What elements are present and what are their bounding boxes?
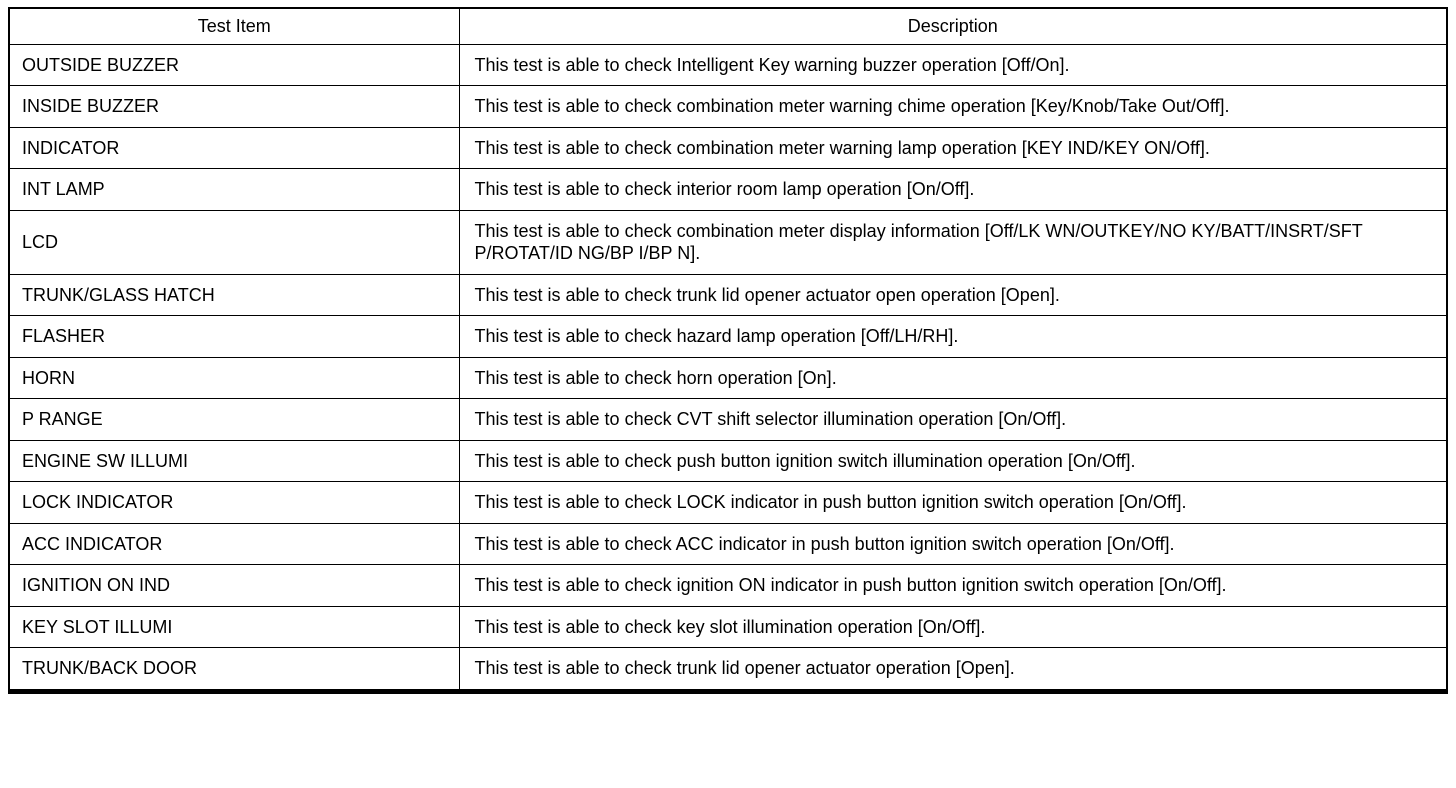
description-cell: This test is able to check interior room lamp operation [On/Off]. [459,169,1447,211]
test-item-cell: KEY SLOT ILLUMI [9,606,459,648]
table-row [9,86,1447,128]
description-cell: This test is able to check ignition ON indicator in push button ignition switch operation [On/Off]. [459,565,1447,607]
table-row [9,523,1447,565]
table-row [9,357,1447,399]
test-item-cell: ACC INDICATOR [9,523,459,565]
table-row [9,274,1447,316]
test-item-cell: INSIDE BUZZER [9,86,459,128]
description-cell: This test is able to check ACC indicator in push button ignition switch operation [On/Off]. [459,523,1447,565]
test-item-cell: P RANGE [9,399,459,441]
description-cell: This test is able to check LOCK indicator in push button ignition switch operation [On/Off]. [459,482,1447,524]
test-item-cell: FLASHER [9,316,459,358]
table-row [9,565,1447,607]
test-item-cell: TRUNK/BACK DOOR [9,648,459,692]
test-item-cell: ENGINE SW ILLUMI [9,440,459,482]
description-cell: This test is able to check Intelligent Key warning buzzer operation [Off/On]. [459,44,1447,86]
table-row [9,169,1447,211]
test-item-cell: IGNITION ON IND [9,565,459,607]
description-cell: This test is able to check combination meter warning chime operation [Key/Knob/Take Out/Off]. [459,86,1447,128]
table-row [9,210,1447,274]
table-row [9,606,1447,648]
test-item-cell: INDICATOR [9,127,459,169]
description-cell: This test is able to check CVT shift selector illumination operation [On/Off]. [459,399,1447,441]
description-cell: This test is able to check trunk lid opener actuator open operation [Open]. [459,274,1447,316]
table-row [9,44,1447,86]
test-item-cell: OUTSIDE BUZZER [9,44,459,86]
active-test-table [8,7,1448,694]
test-item-cell: LOCK INDICATOR [9,482,459,524]
table-row [9,648,1447,692]
description-cell: This test is able to check key slot illumination operation [On/Off]. [459,606,1447,648]
description-cell: This test is able to check combination meter warning lamp operation [KEY IND/KEY ON/Off]. [459,127,1447,169]
description-cell: This test is able to check trunk lid opener actuator operation [Open]. [459,648,1447,692]
column-header-test-item: Test Item [9,8,459,44]
description-cell: This test is able to check combination meter display information [Off/LK WN/OUTKEY/NO KY/BATT/INSRT/SFT P/ROTAT/ID NG/BP I/BP N]. [459,210,1447,274]
description-cell: This test is able to check horn operation [On]. [459,357,1447,399]
column-header-description: Description [459,8,1447,44]
description-cell: This test is able to check push button ignition switch illumination operation [On/Off]. [459,440,1447,482]
table-row [9,482,1447,524]
test-item-cell: LCD [9,210,459,274]
header-row [9,8,1447,44]
table-row [9,399,1447,441]
table-row [9,440,1447,482]
table-row [9,127,1447,169]
table-row [9,316,1447,358]
description-cell: This test is able to check hazard lamp operation [Off/LH/RH]. [459,316,1447,358]
test-item-cell: HORN [9,357,459,399]
test-item-cell: INT LAMP [9,169,459,211]
test-item-cell: TRUNK/GLASS HATCH [9,274,459,316]
